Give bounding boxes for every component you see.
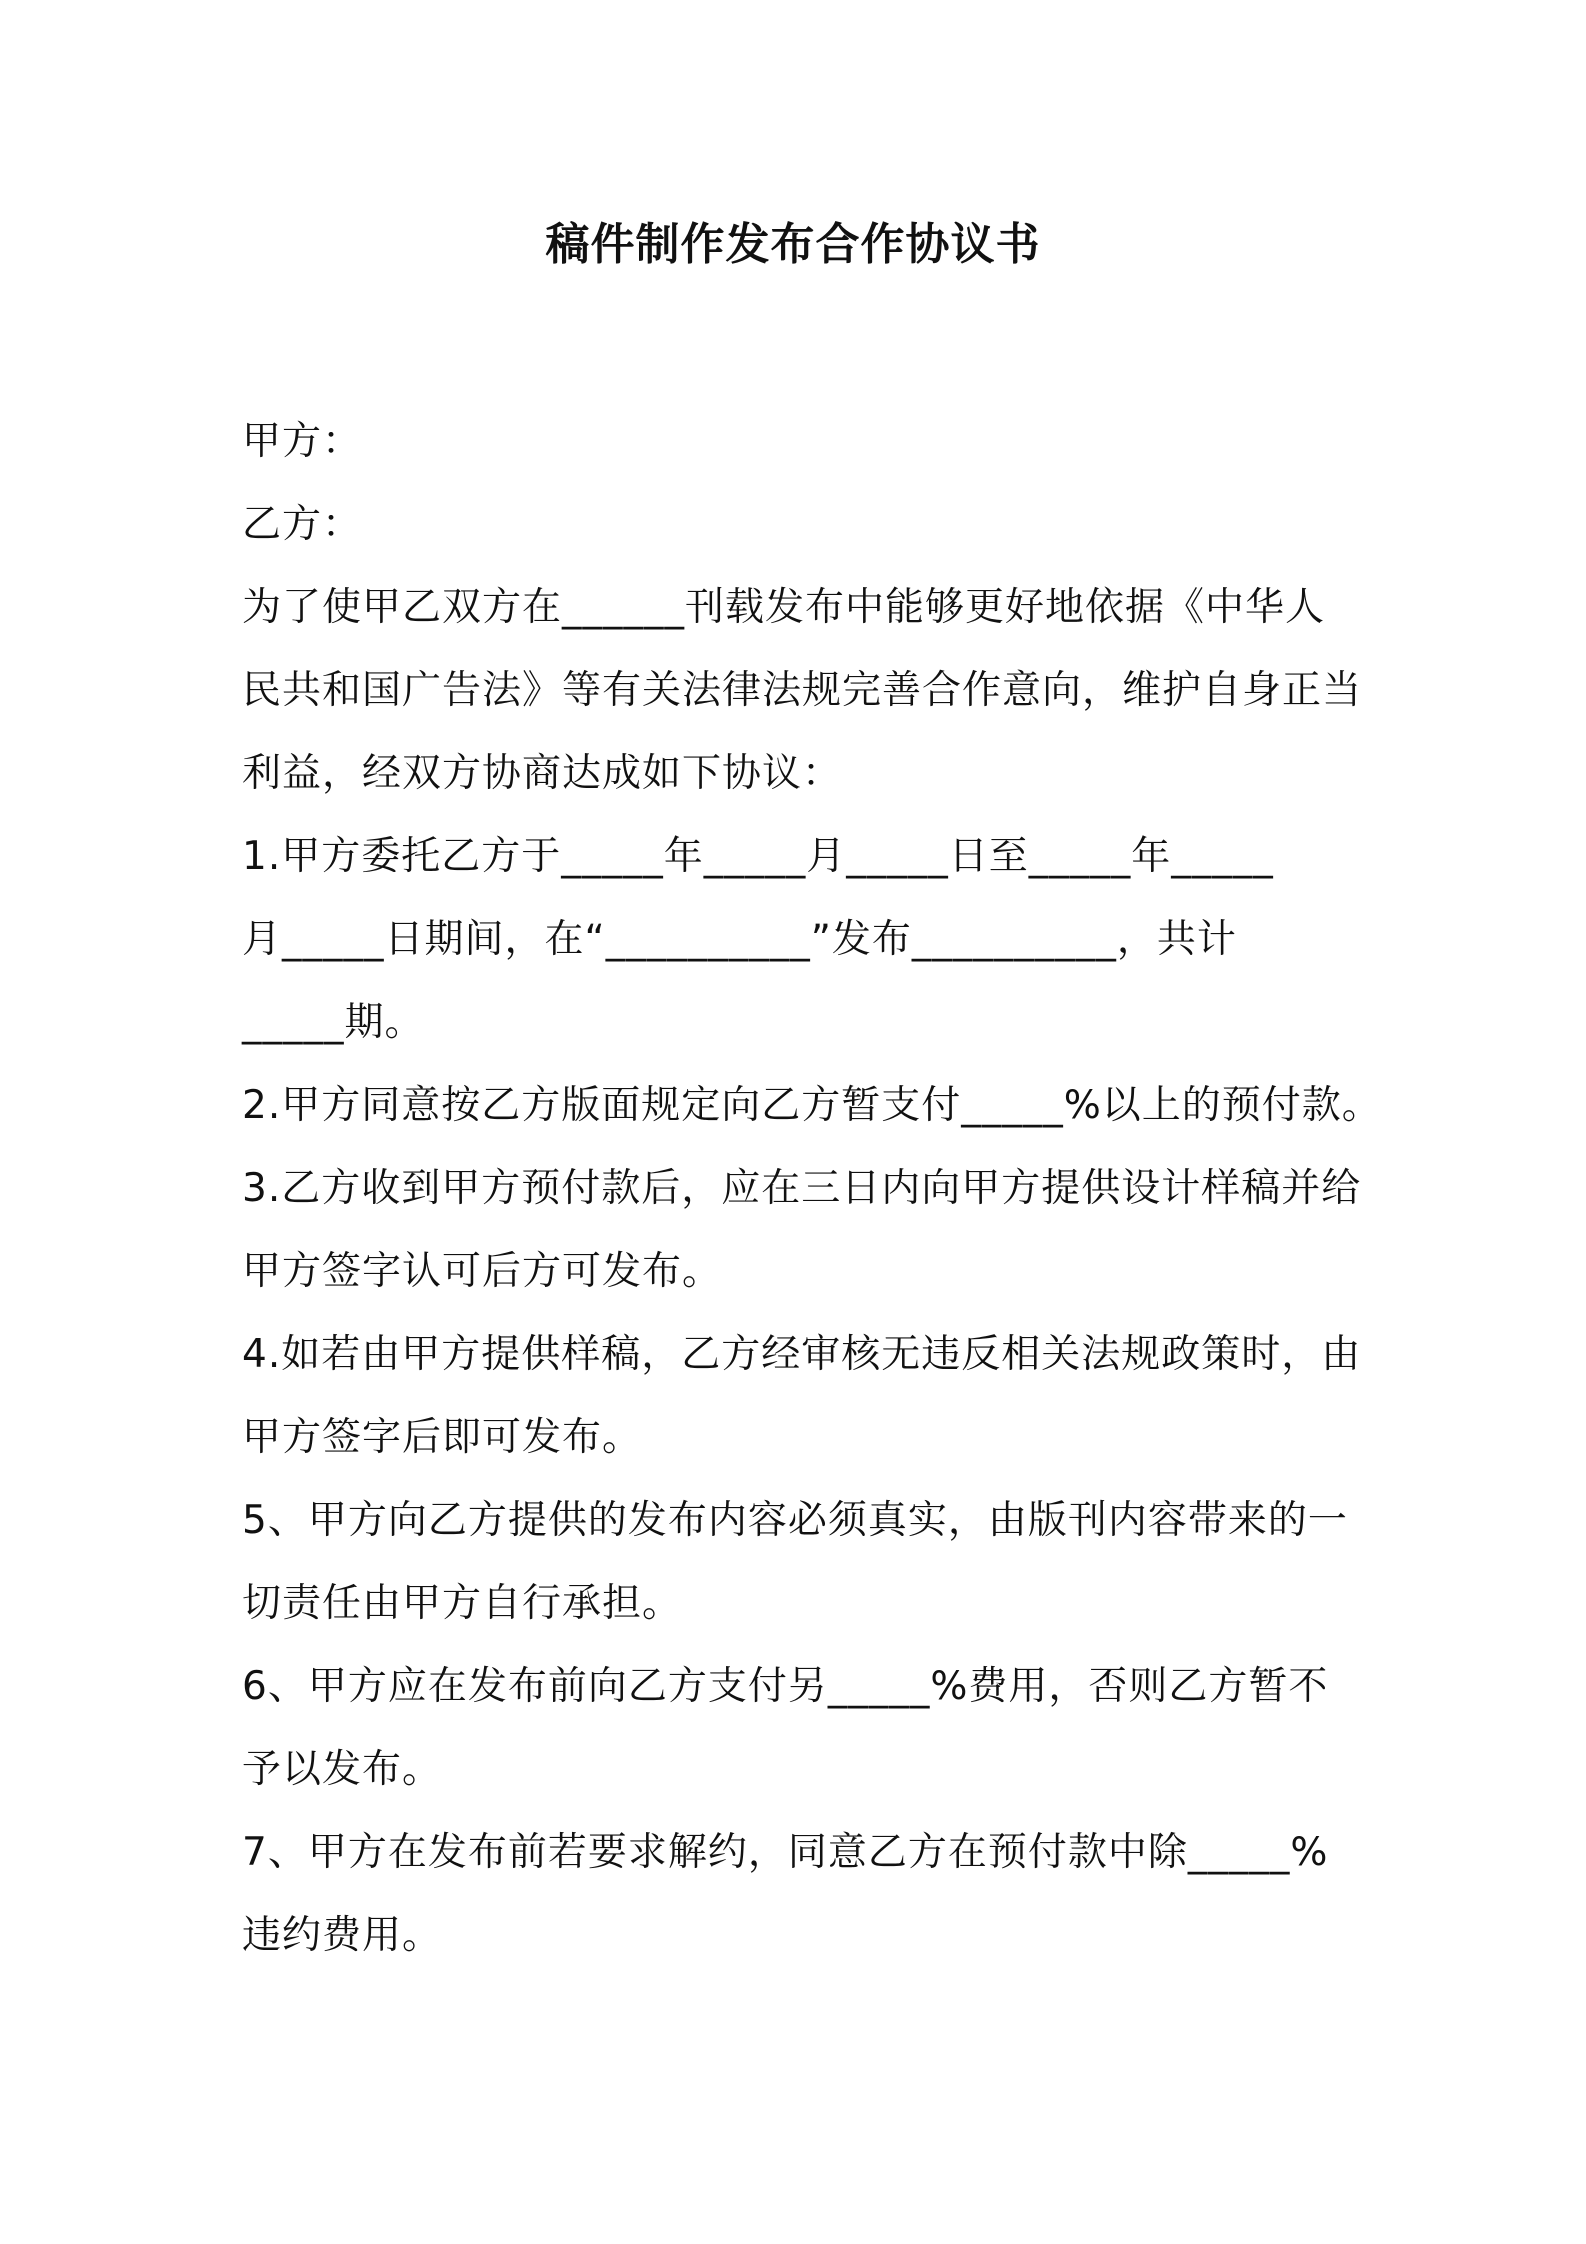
clause-1	[242, 815, 1362, 1064]
clause-line: 2.甲方同意按乙方版面规定向乙方暂支付_____%以上的预付款。	[242, 1083, 1382, 1128]
clause-line: 甲方签字后即可发布。	[242, 1415, 643, 1460]
clause-line: _____期。	[242, 1000, 425, 1045]
document-title: 稿件制作发布合作协议书	[545, 219, 1041, 270]
clause-7	[242, 1811, 1362, 1977]
preamble-line: 为了使甲乙双方在______刊载发布中能够更好地依据《中华人	[242, 585, 1326, 630]
clause-line: 6、甲方应在发布前向乙方支付另_____%费用，否则乙方暂不	[242, 1664, 1329, 1709]
clause-line: 月_____日期间，在“__________”发布__________，共计	[242, 917, 1237, 962]
clause-line: 3.乙方收到甲方预付款后，应在三日内向甲方提供设计样稿并给	[242, 1166, 1362, 1211]
document-body	[242, 400, 1382, 1977]
clause-5	[242, 1479, 1362, 1645]
clause-6	[242, 1645, 1362, 1811]
preamble-line: 民共和国广告法》等有关法律法规完善合作意向，维护自身正当	[242, 668, 1363, 713]
clause-line: 4.如若由甲方提供样稿，乙方经审核无违反相关法规政策时，由	[242, 1332, 1362, 1377]
clause-line: 7、甲方在发布前若要求解约，同意乙方在预付款中除_____%	[242, 1830, 1329, 1875]
clause-3	[242, 1147, 1362, 1313]
party-b-label: 乙方：	[242, 502, 363, 547]
clause-line: 违约费用。	[242, 1913, 443, 1958]
clause-4	[242, 1313, 1362, 1479]
clause-2	[242, 1064, 1382, 1147]
party-a-label: 甲方：	[242, 419, 363, 464]
preamble-line: 利益，经双方协商达成如下协议：	[242, 751, 843, 796]
preamble-paragraph	[242, 566, 1362, 815]
clause-line: 甲方签字认可后方可发布。	[242, 1249, 723, 1294]
clause-line: 5、甲方向乙方提供的发布内容必须真实，由版刊内容带来的一	[242, 1498, 1348, 1543]
clause-line: 切责任由甲方自行承担。	[242, 1581, 683, 1626]
clause-line: 1.甲方委托乙方于_____年_____月_____日至_____年_____	[242, 834, 1274, 879]
clause-line: 予以发布。	[242, 1747, 443, 1792]
